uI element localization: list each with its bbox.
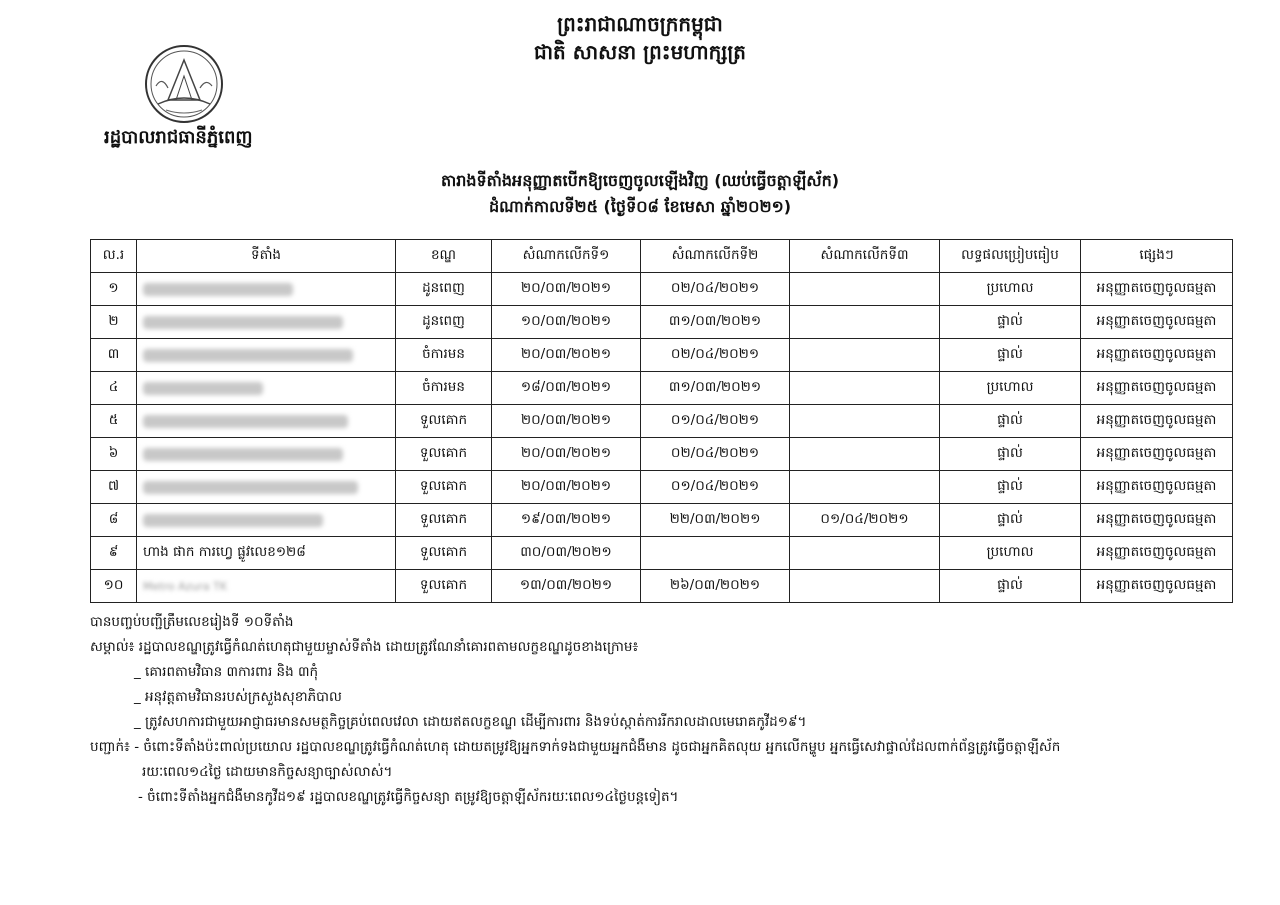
col-header-sample2: សំណាកលើកទី២ bbox=[641, 240, 790, 273]
cell-sample1: ២០/០៣/២០២១ bbox=[492, 438, 641, 471]
table-row bbox=[91, 273, 1233, 306]
col-header-location: ទីតាំង bbox=[137, 240, 396, 273]
cell-other: អនុញ្ញាតចេញចូលធម្មតា bbox=[1081, 438, 1233, 471]
cell-sample3 bbox=[790, 273, 940, 306]
cell-sample2: ០១/០៤/២០២១ bbox=[641, 405, 790, 438]
cell-district: ទួលគោក bbox=[396, 471, 492, 504]
cell-result: ផ្ទាល់ bbox=[940, 471, 1081, 504]
cell-sample3 bbox=[790, 438, 940, 471]
cell-other: អនុញ្ញាតចេញចូលធម្មតា bbox=[1081, 339, 1233, 372]
locations-table bbox=[90, 239, 1233, 603]
table-row bbox=[91, 372, 1233, 405]
summary-note: បានបញ្ចប់បញ្ជីត្រឹមលេខរៀងទី ១០ទីតាំង bbox=[90, 614, 294, 630]
table-row bbox=[91, 504, 1233, 537]
cell-district: ទួលគោក bbox=[396, 537, 492, 570]
cell-sample2: ២៦/០៣/២០២១ bbox=[641, 570, 790, 603]
cell-number: ៩ bbox=[91, 537, 137, 570]
cell-sample3 bbox=[790, 372, 940, 405]
cell-district: ចំការមន bbox=[396, 339, 492, 372]
redacted-text bbox=[143, 283, 293, 296]
cell-sample2: ០២/០៤/២០២១ bbox=[641, 339, 790, 372]
cell-location-redacted bbox=[137, 306, 396, 339]
cell-sample3 bbox=[790, 339, 940, 372]
notes-section bbox=[90, 610, 1240, 810]
cell-sample3: ០១/០៤/២០២១ bbox=[790, 504, 940, 537]
cell-result: ប្រហោល bbox=[940, 372, 1081, 405]
table-header-row bbox=[91, 240, 1233, 273]
redacted-text bbox=[143, 481, 358, 494]
cell-sample2 bbox=[641, 537, 790, 570]
table-row bbox=[91, 339, 1233, 372]
cell-location-redacted bbox=[137, 372, 396, 405]
col-header-district: ខណ្ឌ bbox=[396, 240, 492, 273]
cell-location-redacted bbox=[137, 405, 396, 438]
cell-district: ទួលគោក bbox=[396, 405, 492, 438]
clarify-note-line1: បញ្ជាក់៖ - ចំពោះទីតាំងប៉ះពាល់ប្រយោល រដ្ឋបាលខណ្ឌត្រូវធ្វើកំណត់ហេតុ ដោយតម្រូវឱ្យអ្នកទាក់ទងជាមួយអ្នកជំងឺមាន ដូចជាអ្នកគិតលុយ អ្នកលើកម្ហូប អ្នកធ្វើសេវាផ្ទាល់ដែលពាក់ព័ន្ធត្រូវធ្វើចត្តាឡីស័ក bbox=[90, 739, 1061, 755]
cell-other: អនុញ្ញាតចេញចូលធម្មតា bbox=[1081, 372, 1233, 405]
redacted-text bbox=[143, 514, 323, 527]
cell-other: អនុញ្ញាតចេញចូលធម្មតា bbox=[1081, 537, 1233, 570]
cell-sample2: ២២/០៣/២០២១ bbox=[641, 504, 790, 537]
cell-location-redacted bbox=[137, 504, 396, 537]
cell-result: ផ្ទាល់ bbox=[940, 339, 1081, 372]
cell-district: ទួលគោក bbox=[396, 570, 492, 603]
cell-district: ដូនពេញ bbox=[396, 306, 492, 339]
cell-sample1: ១៨/០៣/២០២១ bbox=[492, 372, 641, 405]
document-title bbox=[0, 168, 1280, 220]
cell-number: ៤ bbox=[91, 372, 137, 405]
cell-number: ៥ bbox=[91, 405, 137, 438]
cell-result: ផ្ទាល់ bbox=[940, 570, 1081, 603]
cell-sample1: ២០/០៣/២០២១ bbox=[492, 273, 641, 306]
remark-item: _ ត្រូវសហការជាមួយអាជ្ញាធរមានសមត្ថកិច្ចគ្រប់ពេលវេលា ដោយឥតលក្ខខណ្ឌ ដើម្បីការពារ និងទប់ស្កាត់ការរីករាលដាលមេរោគកូវីដ១៩។ bbox=[134, 714, 807, 730]
cell-number: ៧ bbox=[91, 471, 137, 504]
cell-sample1: ១០/០៣/២០២១ bbox=[492, 306, 641, 339]
clarify-note-line3: - ចំពោះទីតាំងអ្នកជំងឺមានកូវីដ១៩ រដ្ឋបាលខណ្ឌត្រូវធ្វើកិច្ចសន្យា តម្រូវឱ្យចត្តាឡីស័ករយៈពេល១៤ថ្ងៃបន្តទៀត។ bbox=[138, 789, 679, 805]
cell-other: អនុញ្ញាតចេញចូលធម្មតា bbox=[1081, 570, 1233, 603]
table-row bbox=[91, 570, 1233, 603]
cell-number: ៨ bbox=[91, 504, 137, 537]
cell-sample2: ០២/០៤/២០២១ bbox=[641, 273, 790, 306]
cell-location-redacted bbox=[137, 471, 396, 504]
blurred-location-text: Metro Azura TK bbox=[143, 580, 228, 593]
cell-result: ផ្ទាល់ bbox=[940, 306, 1081, 339]
cell-location-redacted bbox=[137, 273, 396, 306]
redacted-text bbox=[143, 382, 263, 395]
cell-other: អនុញ្ញាតចេញចូលធម្មតា bbox=[1081, 471, 1233, 504]
cell-sample3 bbox=[790, 306, 940, 339]
cell-sample1: ២០/០៣/២០២១ bbox=[492, 405, 641, 438]
cell-sample2: ០១/០៤/២០២១ bbox=[641, 471, 790, 504]
cell-sample3 bbox=[790, 471, 940, 504]
table-row bbox=[91, 306, 1233, 339]
cell-district: ទួលគោក bbox=[396, 504, 492, 537]
cell-district: ទួលគោក bbox=[396, 438, 492, 471]
municipal-seal-icon bbox=[138, 42, 230, 128]
cell-number: ៦ bbox=[91, 438, 137, 471]
cell-district: ដូនពេញ bbox=[396, 273, 492, 306]
table-row bbox=[91, 471, 1233, 504]
cell-result: ផ្ទាល់ bbox=[940, 504, 1081, 537]
remark-item: _ គោរពតាមវិធាន ៣ការពារ និង ៣កុំ bbox=[134, 664, 319, 680]
cell-sample2: ៣១/០៣/២០២១ bbox=[641, 372, 790, 405]
cell-location-redacted bbox=[137, 339, 396, 372]
cell-sample3 bbox=[790, 537, 940, 570]
cell-sample1: ១៣/០៣/២០២១ bbox=[492, 570, 641, 603]
table-row bbox=[91, 438, 1233, 471]
cell-result: ផ្ទាល់ bbox=[940, 438, 1081, 471]
cell-result: ប្រហោល bbox=[940, 537, 1081, 570]
cell-district: ចំការមន bbox=[396, 372, 492, 405]
redacted-text bbox=[143, 316, 343, 329]
table-row bbox=[91, 405, 1233, 438]
col-header-other: ផ្សេងៗ bbox=[1081, 240, 1233, 273]
cell-location: ហាង ផាក ការហ្វេ ផ្លូវលេខ១២៨ bbox=[137, 537, 396, 570]
cell-sample1: ២០/០៣/២០២១ bbox=[492, 339, 641, 372]
cell-other: អនុញ្ញាតចេញចូលធម្មតា bbox=[1081, 273, 1233, 306]
cell-other: អនុញ្ញាតចេញចូលធម្មតា bbox=[1081, 405, 1233, 438]
issuer-name: រដ្ឋបាលរាជធានីភ្នំពេញ bbox=[104, 127, 253, 148]
cell-sample1: ១៩/០៣/២០២១ bbox=[492, 504, 641, 537]
kingdom-motto-line2: ជាតិ សាសនា ព្រះមហាក្សត្រ bbox=[534, 40, 746, 64]
cell-sample3 bbox=[790, 570, 940, 603]
redacted-text bbox=[143, 448, 343, 461]
redacted-text bbox=[143, 415, 348, 428]
title-line1: តារាងទីតាំងអនុញ្ញាតបើកឱ្យចេញចូលឡើងវិញ (ឈប់ធ្វើចត្តាឡីស័ក) bbox=[440, 171, 840, 190]
clarify-note-line2: រយៈពេល១៤ថ្ងៃ ដោយមានកិច្ចសន្យាច្បាស់លាស់។ bbox=[142, 764, 393, 780]
cell-result: ផ្ទាល់ bbox=[940, 405, 1081, 438]
cell-sample1: ២០/០៣/២០២១ bbox=[492, 471, 641, 504]
table-row bbox=[91, 537, 1233, 570]
cell-location bbox=[137, 570, 396, 603]
col-header-sample3: សំណាកលើកទី៣ bbox=[790, 240, 940, 273]
cell-number: ២ bbox=[91, 306, 137, 339]
cell-result: ប្រហោល bbox=[940, 273, 1081, 306]
cell-sample2: ៣១/០៣/២០២១ bbox=[641, 306, 790, 339]
cell-number: ១ bbox=[91, 273, 137, 306]
cell-sample2: ០២/០៤/២០២១ bbox=[641, 438, 790, 471]
cell-number: ៣ bbox=[91, 339, 137, 372]
cell-location-redacted bbox=[137, 438, 396, 471]
title-line2: ដំណាក់កាលទី២៥ (ថ្ងៃទី០៨ ខែមេសា ឆ្នាំ២០២១) bbox=[488, 197, 792, 216]
redacted-text bbox=[143, 349, 353, 362]
col-header-number: ល.រ bbox=[91, 240, 137, 273]
cell-sample1: ៣០/០៣/២០២១ bbox=[492, 537, 641, 570]
col-header-result: លទ្ធផលប្រៀបធៀប bbox=[940, 240, 1081, 273]
cell-number: ១០ bbox=[91, 570, 137, 603]
remark-note: សម្គាល់៖ រដ្ឋបាលខណ្ឌត្រូវធ្វើកំណត់ហេតុជាមួយម្ចាស់ទីតាំង ដោយត្រូវណែនាំគោរពតាមលក្ខខណ្ឌដូចខាងក្រោម៖ bbox=[90, 639, 639, 655]
cell-other: អនុញ្ញាតចេញចូលធម្មតា bbox=[1081, 504, 1233, 537]
remark-item: _ អនុវត្តតាមវិធានរបស់ក្រសួងសុខាភិបាល bbox=[134, 689, 342, 705]
cell-other: អនុញ្ញាតចេញចូលធម្មតា bbox=[1081, 306, 1233, 339]
col-header-sample1: សំណាកលើកទី១ bbox=[492, 240, 641, 273]
cell-sample3 bbox=[790, 405, 940, 438]
kingdom-motto-line1: ព្រះរាជាណាចក្រកម្ពុជា bbox=[557, 12, 723, 36]
